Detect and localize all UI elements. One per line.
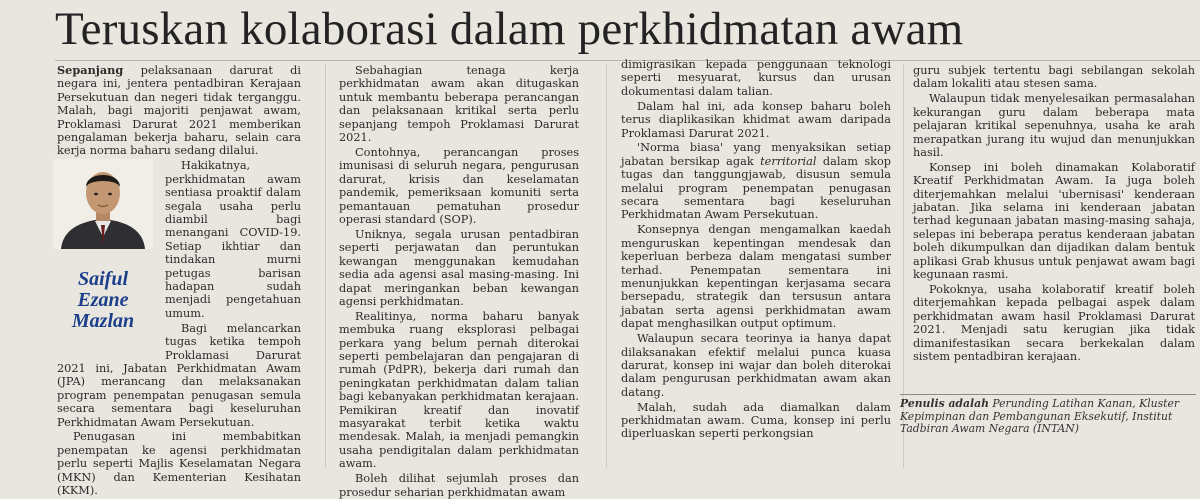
paragraph bbox=[57, 64, 301, 158]
paragraph: Boleh dilihat sejumlah proses dan prosedur seharian perkhidmatan awam bbox=[339, 472, 579, 499]
paragraph: Bagi melancarkan tugas ketika tempoh Proklamasi Darurat 2021 ini, Jabatan Perkhidmatan Awam (JPA) merancang dan melaksanakan program penempatan penugasan semula secara sementara bagi keseluruhan Perkhidmatan Awam Persekutuan. bbox=[57, 321, 301, 429]
author-middle-name: Ezane bbox=[77, 289, 129, 312]
paragraph: Contohnya, perancangan proses imunisasi di seluruh negara, pengurusan darurat, krisis dan keselamatan pandemik, pemeriksaan komuniti serta pemantauan pematuhan prosedur operasi standard (SOP). bbox=[339, 145, 579, 226]
paragraph: dimigrasikan kepada penggunaan teknologi seperti mesyuarat, kursus dan urusan dokumentasi dalam talian. bbox=[621, 58, 891, 98]
column-separator bbox=[606, 64, 607, 468]
column-4 bbox=[913, 64, 1195, 390]
paragraph: Hakikatnya, perkhidmatan awam sentiasa proaktif dalam segala usaha perlu diambil bagi menangani COVID-19. Setiap ikhtiar dan tindakan murni petugas barisan hadapan sudah menjadi pengetahuan umum. bbox=[165, 159, 301, 320]
paragraph: Realitinya, norma baharu banyak membuka ruang eksplorasi pelbagai perkara yang belum pernah diterokai seperti pembelajaran dan pengajaran di rumah (PdPR), bekerja dari rumah dan peningkatan perkhidmatan dalam talian bagi kebanyakan perkhidmatan kerajaan. Pemikiran kreatif dan inovatif masyarakat terbit ketika waktu mendesak. Malah, ia menjadi pemangkin usaha pendigitalan dalam perkhidmatan awam. bbox=[339, 309, 579, 471]
paragraph: Penugasan ini membabitkan penempatan ke agensi perkhidmatan perlu seperti Majlis Keselamatan Negara (MKN) dan Kementerian Kesihatan (KKM). bbox=[57, 430, 301, 498]
italic-term: territorial bbox=[760, 154, 817, 168]
author-first-name: Saiful bbox=[77, 268, 129, 291]
paragraph: Sebahagian tenaga kerja perkhidmatan awam akan ditugaskan untuk membantu beberapa perancangan dan pelaksanaan kritikal serta perlu sepanjang tempoh Proklamasi Darurat 2021. bbox=[339, 64, 579, 145]
paragraph-text: pelaksanaan darurat di negara ini, jentera pentadbiran Kerajaan Persekutuan dan negeri tidak terganggu. Malah, bagi majoriti penjawat awam, Proklamasi Darurat 2021 memberikan pengalaman bekerja baharu, selain cara kerja norma baharu sedang dilalui. bbox=[57, 64, 302, 158]
author-last-name: Mazlan bbox=[71, 310, 135, 333]
author-name bbox=[53, 269, 153, 332]
author-box bbox=[53, 159, 159, 355]
paragraph: Pokoknya, usaha kolaboratif kreatif boleh diterjemahkan kepada pelbagai aspek dalam perkhidmatan awam hasil Proklamasi Darurat 2021. Menjadi satu kerugian jika tidak dimanifestasikan secara berkekalan dalam sistem pentadbiran kerajaan. bbox=[913, 283, 1195, 364]
paragraph: Uniknya, segala urusan pentadbiran seperti perjawatan dan peruntukan kewangan menggunakan kemudahan sedia ada agensi asal masing-masing. Ini dapat meringankan beban kewangan agensi perkhidmatan. bbox=[339, 227, 579, 308]
lead-word: Sepanjang bbox=[57, 63, 124, 77]
paragraph bbox=[621, 141, 891, 221]
author-note-label: Penulis adalah bbox=[900, 397, 989, 410]
paragraph-text: 'Norma biasa' yang menyaksikan setiap jabatan bersikap agak bbox=[621, 141, 891, 168]
paragraph: Malah, sudah ada diamalkan dalam perkhidmatan awam. Cuma, konsep ini perlu diperluaskan seperti perkongsian bbox=[621, 400, 891, 441]
note-rule bbox=[900, 394, 1196, 395]
paragraph: Dalam hal ini, ada konsep baharu boleh terus diaplikasikan khidmat awam daripada Proklamasi Darurat 2021. bbox=[621, 99, 891, 140]
headline: Teruskan kolaborasi dalam perkhidmatan awam bbox=[55, 3, 964, 55]
paragraph: guru subjek tertentu bagi sebilangan sekolah dalam lokaliti atau stesen sama. bbox=[913, 64, 1195, 91]
paragraph: Walaupun secara teorinya ia hanya dapat dilaksanakan efektif melalui punca kuasa darurat, konsep ini wajar dan boleh diterokai dalam pengurusan perkhidmatan awam akan datang. bbox=[621, 332, 891, 399]
column-3 bbox=[621, 58, 891, 472]
paragraph: Konsep ini boleh dinamakan Kolaboratif Kreatif Perkhidmatan Awam. Ia juga boleh diterjemahkan melalui 'ubernisasi' kenderaan jabatan. Jika selama ini kenderaan jabatan terhad kegunaan jabatan masing-masing sahaja, selepas ini beberapa peratus kenderaan jabatan boleh dikumpulkan dan dijadikan dalam bentuk aplikasi Grab khusus untuk penjawat awam bagi kegunaan rasmi. bbox=[913, 160, 1195, 282]
column-2 bbox=[339, 64, 579, 499]
column-separator bbox=[325, 64, 326, 468]
author-note bbox=[900, 398, 1196, 472]
paragraph: Walaupun tidak menyelesaikan permasalahan kekurangan guru dalam beberapa mata pelajaran kritikal sepenuhnya, usaha ke arah merapatkan jurang itu wujud dan menunjukkan hasil. bbox=[913, 92, 1195, 159]
paragraph-text: dalam skop tugas dan tanggungjawab, disusun semula melalui program penempatan penugasan secara sementara bagi keseluruhan Perkhidmatan Awam Persekutuan. bbox=[621, 154, 891, 222]
paragraph: Konsepnya dengan mengamalkan kaedah menguruskan kepentingan mendesak dan keperluan berbeza dalam mengatasi sumber terhad. Penempatan sementara ini menunjukkan kepentingan kerjasama secara bersepadu, strategik dan tersusun antara jabatan serta agensi perkhidmatan awam dapat menghasilkan output optimum. bbox=[621, 223, 891, 331]
column-1 bbox=[57, 63, 302, 498]
author-photo bbox=[53, 159, 153, 249]
author-note-text: Perunding Latihan Kanan, Kluster Kepimpinan dan Pembangunan Eksekutif, Institut Tadbiran Awam Negara (INTAN) bbox=[900, 397, 1180, 436]
